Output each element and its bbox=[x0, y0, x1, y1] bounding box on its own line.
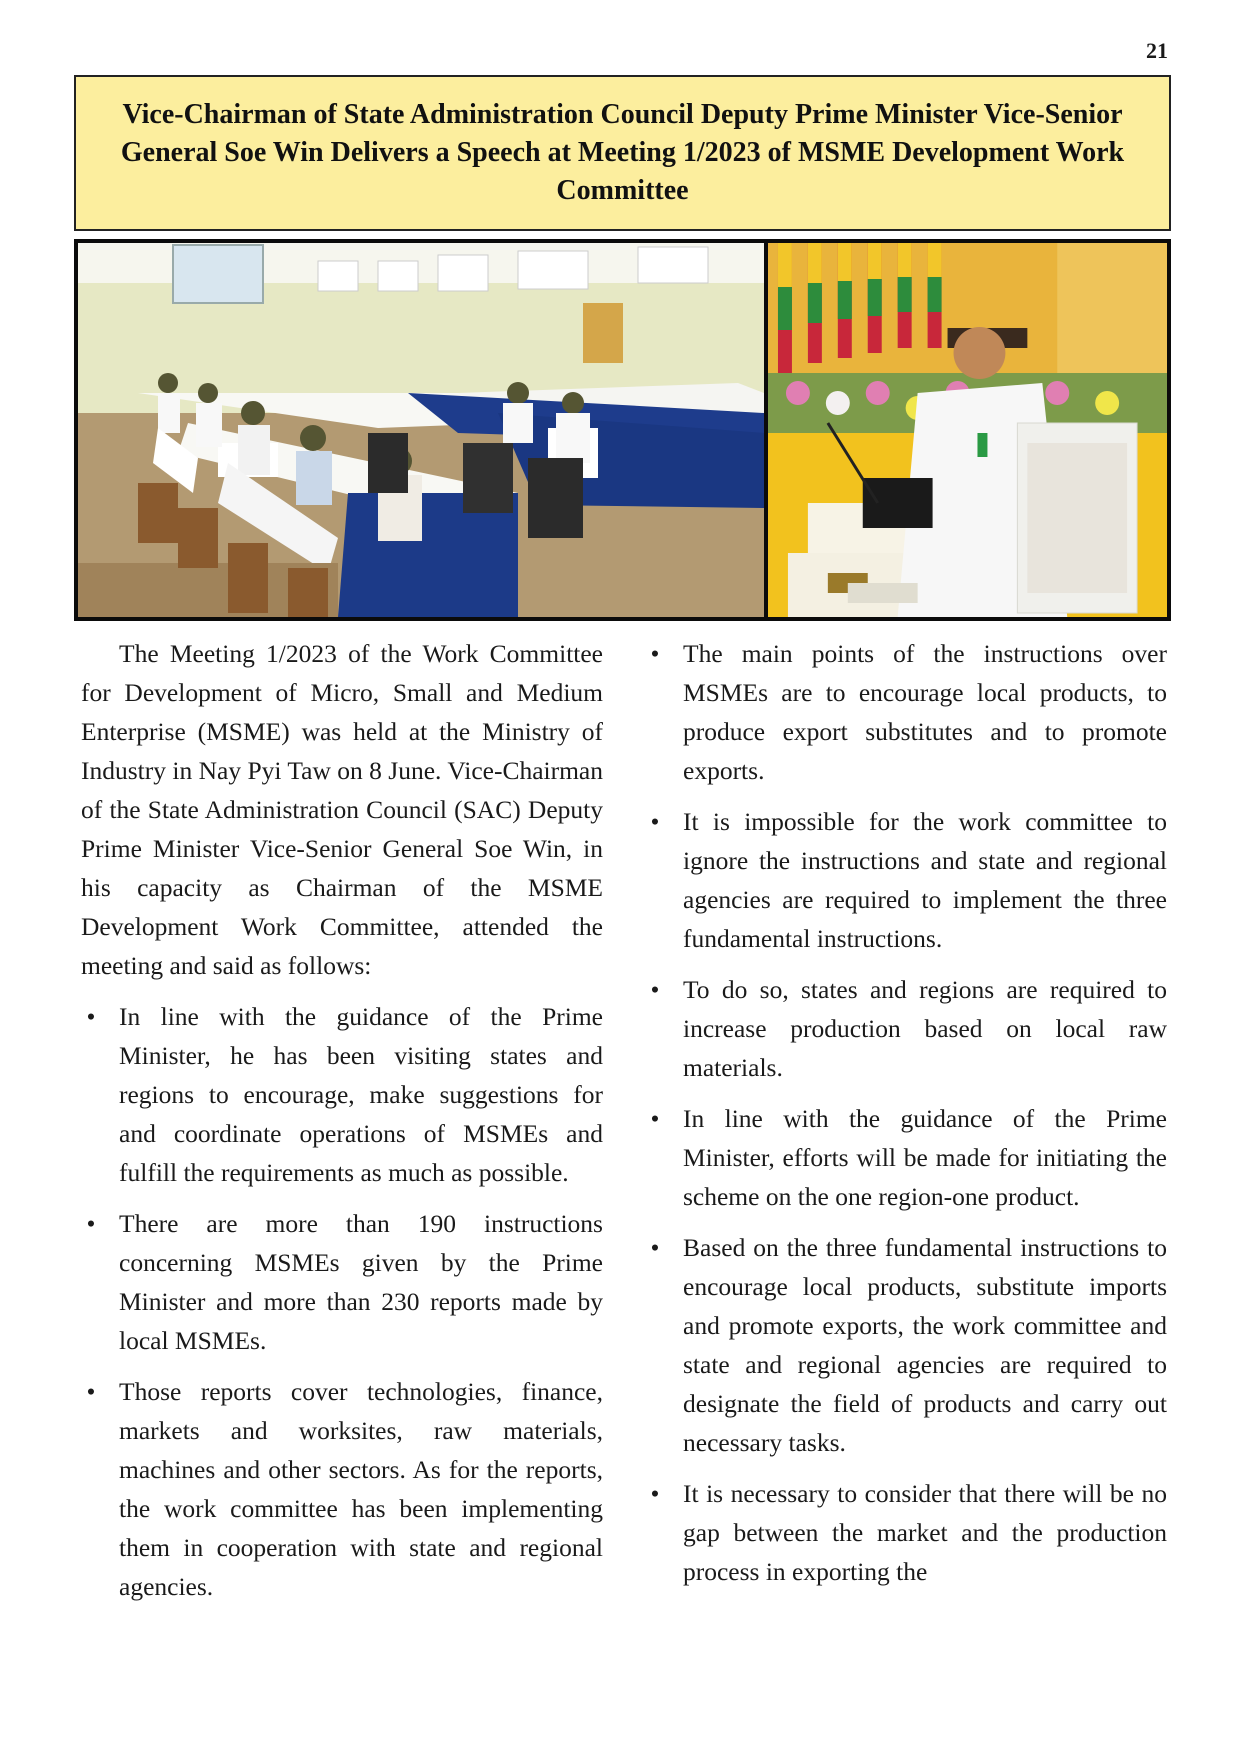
list-item bbox=[81, 1204, 603, 1360]
list-item bbox=[645, 970, 1167, 1087]
bullet-icon: • bbox=[650, 975, 660, 1004]
title-box bbox=[74, 75, 1171, 231]
list-item-text: There are more than 190 instructions concerning MSMEs given by the Prime Minister and more than 230 reports made by local MSMEs. bbox=[119, 1209, 603, 1355]
bullet-icon: • bbox=[86, 1209, 96, 1238]
list-item bbox=[645, 1228, 1167, 1462]
speaker-photo bbox=[768, 243, 1167, 617]
list-item-text: In line with the guidance of the Prime Minister, efforts will be made for initiating the scheme on the one region-one product. bbox=[683, 1104, 1167, 1211]
article-title: Vice-Chairman of State Administration Council Deputy Prime Minister Vice-Senior General Soe Win Delivers a Speech at Meeting 1/2023 of MSME Development Work Committee bbox=[120, 99, 1125, 206]
list-item bbox=[81, 997, 603, 1192]
right-column bbox=[645, 634, 1167, 1603]
list-item bbox=[645, 634, 1167, 790]
bullet-icon: • bbox=[650, 1104, 660, 1133]
list-item bbox=[81, 1372, 603, 1606]
intro-paragraph: The Meeting 1/2023 of the Work Committee for Development of Micro, Small and Medium Enterprise (MSME) was held at the Ministry of Industry in Nay Pyi Taw on 8 June. Vice-Chairman of the State Administration Council (SAC) Deputy Prime Minister Vice-Senior General Soe Win, in his capacity as Chairman of the MSME Development Work Committee, attended the meeting and said as follows: bbox=[81, 639, 603, 980]
left-column bbox=[81, 634, 603, 1618]
list-item bbox=[645, 1474, 1167, 1591]
right-bullet-list bbox=[645, 634, 1167, 1591]
list-item-text: It is impossible for the work committee to ignore the instructions and state and regional agencies are required to implement the three fundamental instructions. bbox=[683, 807, 1167, 953]
bullet-icon: • bbox=[650, 1479, 660, 1508]
list-item-text: Those reports cover technologies, finance, markets and worksites, raw materials, machines and other sectors. As for the reports, the work committee has been implementing them in cooperation with state and regional agencies. bbox=[119, 1377, 603, 1601]
list-item bbox=[645, 1099, 1167, 1216]
list-item-text: In line with the guidance of the Prime Minister, he has been visiting states and regions to encourage, make suggestions for and coordinate operations of MSMEs and fulfill the requirements as much as possible. bbox=[119, 1002, 603, 1187]
meeting-room-photo bbox=[78, 243, 764, 617]
photo-strip bbox=[74, 239, 1171, 621]
left-bullet-list bbox=[81, 997, 603, 1606]
list-item-text: It is necessary to consider that there will be no gap between the market and the production process in exporting the bbox=[683, 1479, 1167, 1586]
bullet-icon: • bbox=[650, 639, 660, 668]
list-item bbox=[645, 802, 1167, 958]
list-item-text: To do so, states and regions are required to increase production based on local raw materials. bbox=[683, 975, 1167, 1082]
list-item-text: Based on the three fundamental instructions to encourage local products, substitute imports and promote exports, the work committee and state and regional agencies are required to designate the field of products and carry out necessary tasks. bbox=[683, 1233, 1167, 1457]
page-number: 21 bbox=[1146, 38, 1168, 63]
bullet-icon: • bbox=[86, 1002, 96, 1031]
list-item-text: The main points of the instructions over MSMEs are to encourage local products, to produce export substitutes and to promote exports. bbox=[683, 639, 1167, 785]
bullet-icon: • bbox=[650, 1233, 660, 1262]
bullet-icon: • bbox=[86, 1377, 96, 1406]
bullet-icon: • bbox=[650, 807, 660, 836]
